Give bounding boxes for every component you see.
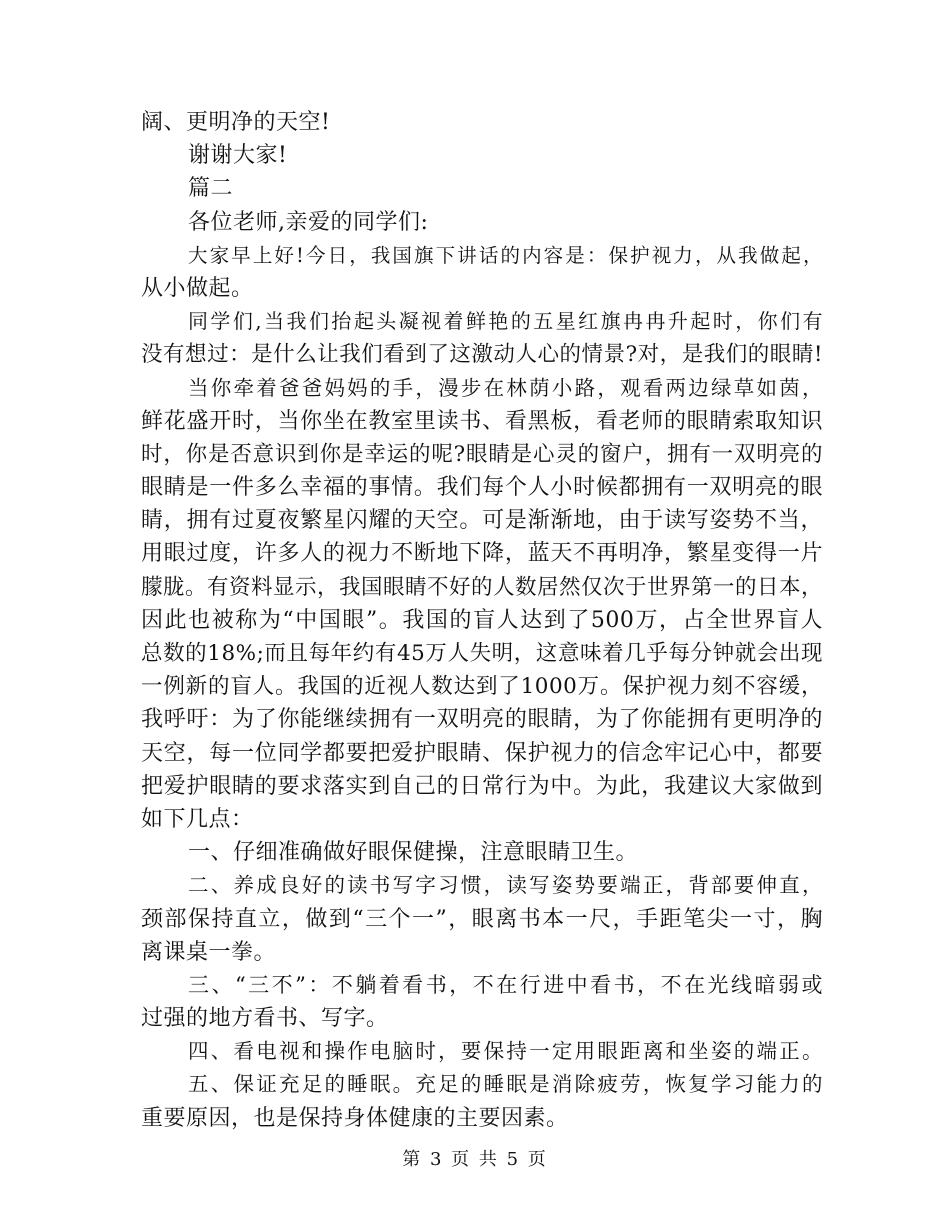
text-line: 眼睛是一件多么幸福的事情。我们每个人小时候都拥有一双明亮的眼 [141, 475, 823, 501]
text-line: 没有想过：是什么让我们看到了这激动人心的情景?对，是我们的眼睛! [141, 342, 823, 368]
text-line: 同学们,当我们抬起头凝视着鲜艳的五星红旗冉冉升起时，你们有 [188, 309, 823, 334]
text-line: 如下几点： [141, 806, 254, 832]
text-line: 因此也被称为“中国眼”。我国的盲人达到了500万，占全世界盲人 [141, 607, 823, 633]
text-line: 当你牵着爸爸妈妈的手，漫步在林荫小路，观看两边绿草如茵， [188, 375, 823, 400]
text-line: 颈部保持直立，做到“三个一”，眼离书本一尺，手距笔尖一寸，胸 [141, 906, 823, 932]
text-line: 重要原因，也是保持身体健康的主要因素。 [141, 1105, 569, 1131]
text-line: 我呼吁：为了你能继续拥有一双明亮的眼睛，为了你能拥有更明净的 [141, 707, 823, 733]
text-line: 三、“三不”：不躺着看书，不在行进中看书，不在光线暗弱或 [188, 972, 823, 997]
page-footer: 第 3 页 共 5 页 [402, 1149, 548, 1170]
text-line: 一例新的盲人。我国的近视人数达到了1000万。保护视力刻不容缓， [141, 674, 823, 700]
text-line: 从小做起。 [141, 275, 254, 301]
text-line: 大家早上好!今日，我国旗下讲话的内容是：保护视力，从我做起， [188, 243, 823, 267]
text-line: 鲜花盛开时，当你坐在教室里读书、看黑板，看老师的眼睛索取知识 [141, 408, 823, 434]
text-line: 离课桌一拳。 [141, 939, 277, 965]
text-line: 天空，每一位同学都要把爱护眼睛、保护视力的信念牢记心中，都要 [141, 740, 823, 766]
text-line: 各位老师,亲爱的同学们: [188, 209, 429, 235]
text-line: 谢谢大家! [188, 143, 288, 169]
text-line: 朦胧。有资料显示，我国眼睛不好的人数居然仅次于世界第一的日本， [141, 574, 824, 600]
body-text [141, 106, 823, 1135]
text-line: 用眼过度，许多人的视力不断地下降，蓝天不再明净，繁星变得一片 [141, 541, 823, 567]
text-line: 二、养成良好的读书写字习惯，读写姿势要端正，背部要伸直， [188, 873, 823, 898]
text-line: 篇二 [188, 176, 234, 202]
text-line: 阔、更明净的天空! [141, 110, 331, 135]
text-line: 把爱护眼睛的要求落实到自己的日常行为中。为此，我建议大家做到 [141, 773, 823, 799]
text-line: 五、保证充足的睡眠。充足的睡眠是消除疲劳，恢复学习能力的 [188, 1072, 823, 1097]
text-line: 过强的地方看书、写字。 [141, 1006, 389, 1032]
text-line: 一、仔细准确做好眼保健操，注意眼睛卫生。 [188, 840, 639, 866]
text-line: 时，你是否意识到你是幸运的呢?眼睛是心灵的窗户，拥有一双明亮的 [141, 441, 823, 467]
text-line: 总数的18%;而且每年约有45万人失明，这意味着几乎每分钟就会出现 [141, 641, 823, 666]
text-line: 四、看电视和操作电脑时，要保持一定用眼距离和坐姿的端正。 [188, 1039, 823, 1064]
text-line: 睛，拥有过夏夜繁星闪耀的天空。可是渐渐地，由于读写姿势不当， [141, 508, 823, 534]
